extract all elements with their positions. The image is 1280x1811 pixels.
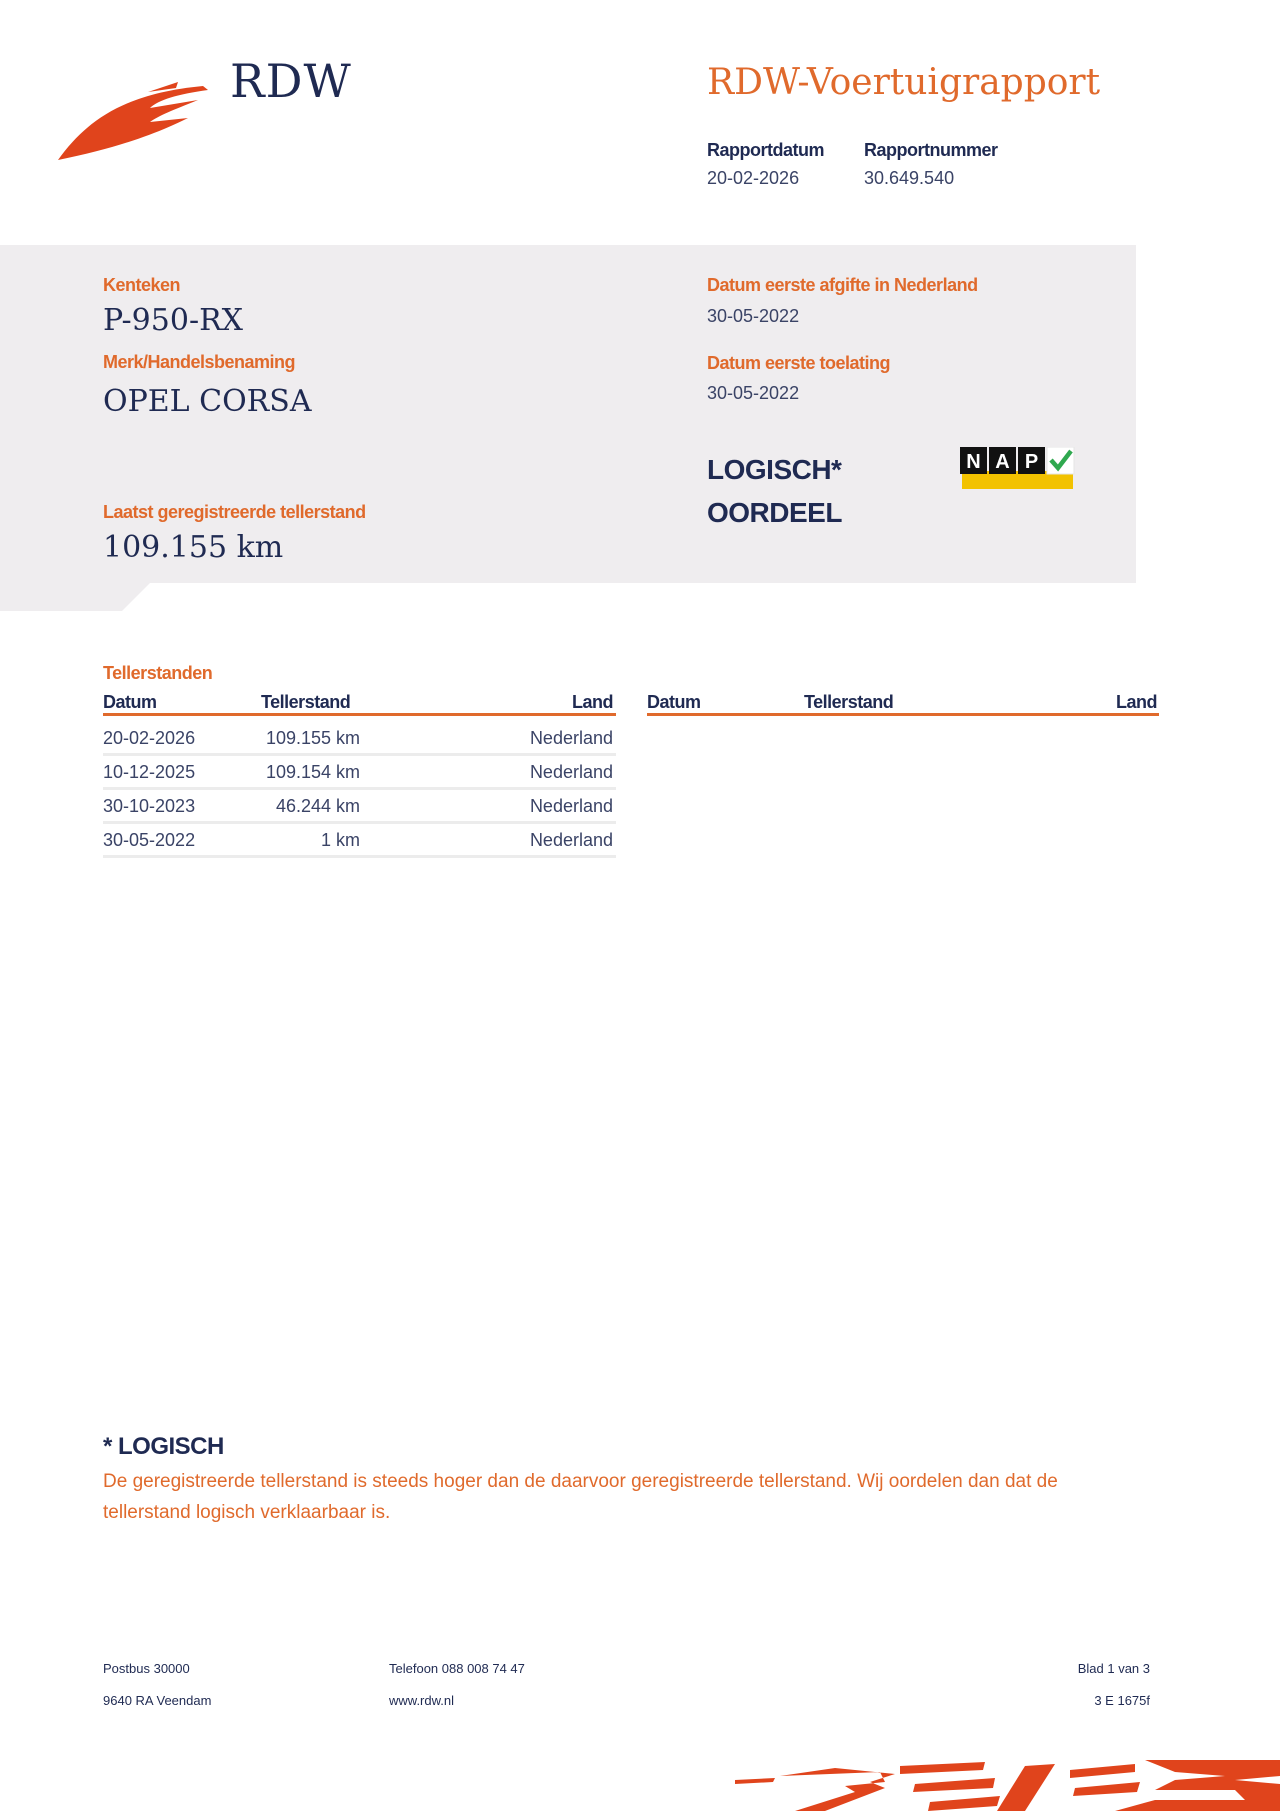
row-country: Nederland: [529, 796, 613, 816]
first-admission-label: Datum eerste toelating: [707, 353, 891, 373]
report-title: RDW-Voertuigrapport: [707, 62, 1101, 103]
logo-text: RDW: [230, 54, 352, 108]
nap-letter-n: N: [966, 451, 981, 473]
first-issue-nl-label: Datum eerste afgifte in Nederland: [707, 275, 978, 295]
footer-address-1: Postbus 30000: [103, 1661, 190, 1676]
footer-phone: Telefoon 088 008 74 47: [389, 1661, 525, 1676]
footer-page-number: Blad 1 van 3: [1077, 1661, 1150, 1676]
rdw-logo-icon: [58, 78, 208, 163]
nap-letter-a: A: [995, 451, 1010, 473]
table-row: [103, 722, 616, 756]
row-country: Nederland: [529, 830, 613, 850]
row-reading: 109.154 km: [265, 762, 360, 782]
row-country: Nederland: [529, 728, 613, 748]
table-row: [103, 790, 616, 824]
report-number: 30.649.540: [864, 168, 955, 188]
row-country: Nederland: [529, 762, 613, 782]
make-value: OPEL CORSA: [103, 384, 312, 419]
col-header-country: Land: [572, 692, 613, 712]
first-admission-value: 30-05-2022: [707, 383, 800, 403]
row-date: 20-02-2026: [103, 728, 196, 748]
nap-letter-p: P: [1024, 451, 1039, 473]
table-header-rule: [103, 713, 616, 716]
footer-address-2: 9640 RA Veendam: [103, 1693, 212, 1708]
report-number-label: Rapportnummer: [864, 140, 998, 160]
row-reading: 109.155 km: [265, 728, 360, 748]
row-reading: 46.244 km: [275, 796, 360, 816]
table-row: [103, 824, 616, 858]
row-date: 30-10-2023: [103, 796, 196, 816]
decorative-stripes-icon: [735, 1760, 1280, 1811]
readings-section-title: Tellerstanden: [103, 663, 213, 683]
report-date-label: Rapportdatum: [707, 140, 824, 160]
odometer-label: Laatst geregistreerde tellerstand: [103, 502, 366, 522]
plate-value: P-950-RX: [103, 303, 244, 338]
verdict-line-2: OORDEEL: [707, 497, 842, 528]
verdict-line-1: LOGISCH*: [707, 454, 842, 485]
col-header-reading-right: Tellerstand: [804, 692, 894, 712]
plate-label: Kenteken: [103, 275, 181, 295]
table-row: [103, 756, 616, 790]
row-reading: 1 km: [320, 830, 360, 850]
col-header-country-right: Land: [1116, 692, 1157, 712]
odometer-value: 109.155 km: [103, 530, 284, 565]
footer-code: 3 E 1675f: [1094, 1693, 1150, 1708]
col-header-date: Datum: [103, 692, 157, 712]
footnote-title: * LOGISCH: [103, 1433, 224, 1460]
col-header-reading: Tellerstand: [261, 692, 351, 712]
report-date: 20-02-2026: [707, 168, 800, 188]
nap-logo-icon: [960, 447, 1075, 490]
panel-notch: [0, 583, 150, 611]
row-date: 10-12-2025: [103, 762, 196, 782]
first-issue-nl-value: 30-05-2022: [707, 306, 800, 326]
table-header-rule-right: [647, 713, 1159, 716]
row-date: 30-05-2022: [103, 830, 196, 850]
footer-website[interactable]: www.rdw.nl: [389, 1693, 455, 1708]
footnote-text: De geregistreerde tellerstand is steeds hoger dan de daarvoor geregistreerde tellerstand. Wij oordelen dan dat de tellerstand logisch verklaarbaar is.: [103, 1471, 1058, 1523]
make-label: Merk/Handelsbenaming: [103, 352, 296, 372]
col-header-date-right: Datum: [647, 692, 701, 712]
